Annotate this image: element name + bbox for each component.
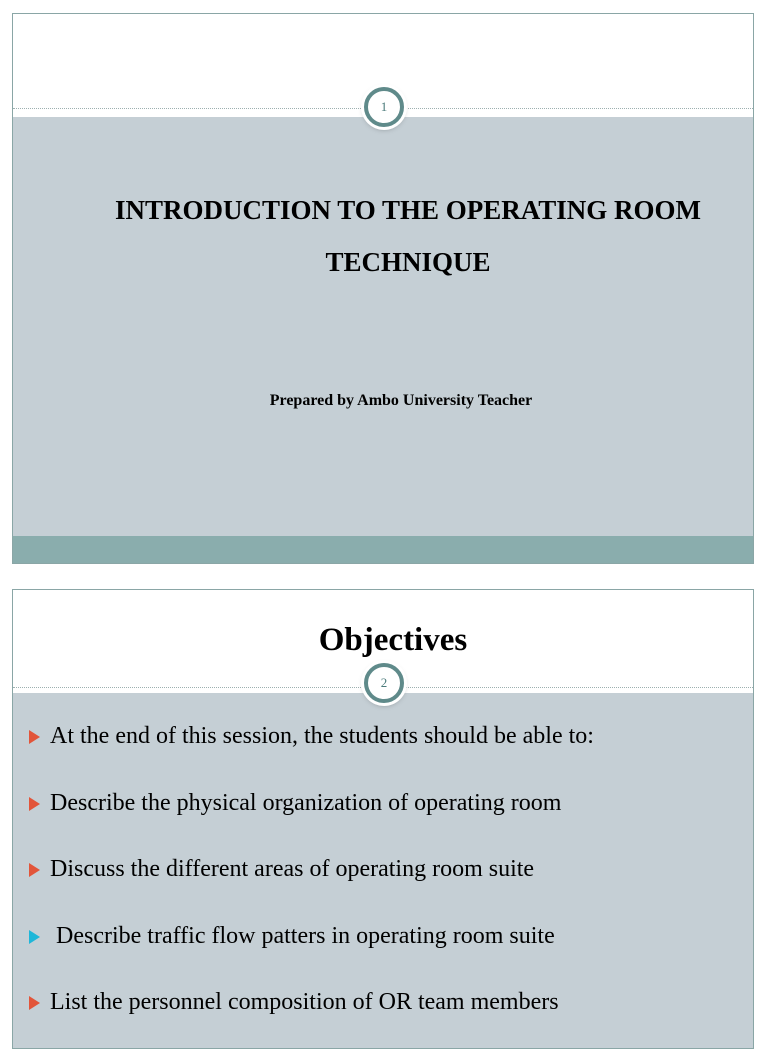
arrow-bullet-icon bbox=[29, 730, 40, 744]
list-item-text: Discuss the different areas of operating room suite bbox=[50, 856, 535, 882]
objectives-list bbox=[27, 723, 594, 1049]
slide-1 bbox=[12, 13, 754, 564]
list-item bbox=[27, 790, 594, 857]
arrow-bullet-icon bbox=[29, 930, 40, 944]
footer-band bbox=[13, 536, 753, 563]
slide-subtitle: Prepared by Ambo University Teacher bbox=[269, 392, 533, 409]
arrow-bullet-icon bbox=[29, 797, 40, 811]
slide-number: 1 bbox=[380, 99, 388, 114]
arrow-bullet-icon bbox=[29, 863, 40, 877]
list-item-text: At the end of this session, the students should be able to: bbox=[50, 723, 594, 749]
slide-title: Objectives bbox=[318, 622, 468, 658]
list-item bbox=[27, 923, 594, 990]
slide-title-line1: INTRODUCTION TO THE OPERATING ROOM bbox=[114, 195, 702, 225]
list-item bbox=[27, 723, 594, 790]
slide-number-badge bbox=[364, 663, 404, 703]
list-item-text: Describe traffic flow patters in operating room suite bbox=[56, 922, 555, 949]
slide-2 bbox=[12, 589, 754, 1049]
list-item bbox=[27, 856, 594, 923]
slide-title bbox=[53, 184, 754, 288]
list-item bbox=[27, 989, 594, 1049]
slide-title-line2: TECHNIQUE bbox=[325, 247, 491, 277]
arrow-bullet-icon bbox=[29, 996, 40, 1010]
list-item-text: Describe the physical organization of operating room bbox=[50, 789, 562, 816]
list-item-text: List the personnel composition of OR team members bbox=[50, 989, 559, 1015]
slide-number: 2 bbox=[380, 675, 388, 690]
slide-number-badge bbox=[364, 87, 404, 127]
